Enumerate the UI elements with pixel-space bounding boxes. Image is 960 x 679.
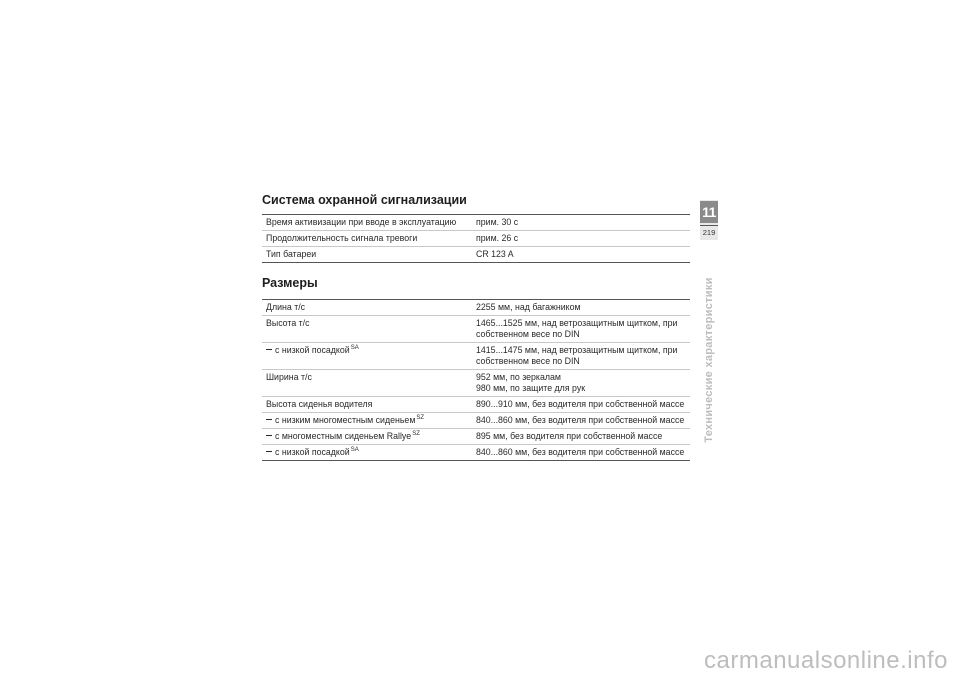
table-row: [262, 397, 690, 413]
spec-value: 840...860 мм, без водителя при собственной массе: [476, 415, 685, 425]
section-title-alarm: Система охранной сигнализации: [262, 193, 467, 207]
spec-value: прим. 30 с: [476, 217, 519, 227]
spec-key-sub: [262, 445, 472, 461]
dash-icon: [266, 349, 272, 350]
spec-key-text: с низкой посадкой: [275, 345, 350, 355]
table-row: [262, 300, 690, 316]
spec-key: Тип батареи: [266, 249, 317, 259]
dash-icon: [266, 451, 272, 452]
table-row: [262, 413, 690, 429]
alarm-spec-table: [262, 214, 690, 263]
spec-value: 1465...1525 мм, над ветрозащитным щитком, при собственном весе по DIN: [476, 318, 678, 339]
spec-key: Высота т/с: [266, 318, 310, 328]
spec-value: CR 123 A: [476, 249, 514, 259]
option-marker: SZ: [416, 415, 425, 421]
spec-value: [472, 370, 690, 397]
table-row: [262, 445, 690, 461]
spec-value: 890...910 мм, без водителя при собственной массе: [476, 399, 685, 409]
table-row: [262, 231, 690, 247]
dimensions-spec-table: [262, 299, 690, 461]
table-row: [262, 429, 690, 445]
spec-value: 840...860 мм, без водителя при собственной массе: [476, 447, 685, 457]
chapter-title-vertical: Технические характеристики: [703, 277, 715, 443]
chapter-number: 11: [700, 201, 718, 223]
spec-value-line: 980 мм, по защите для рук: [476, 383, 586, 393]
spec-key: Ширина т/с: [266, 372, 312, 382]
dash-icon: [266, 435, 272, 436]
table-row: [262, 215, 690, 231]
spec-key-sub: [262, 343, 472, 370]
table-row: [262, 343, 690, 370]
spec-key-text: с низкой посадкой: [275, 447, 350, 457]
spec-key: Время активизации при вводе в эксплуатацию: [266, 217, 457, 227]
spec-key-sub: [262, 429, 472, 445]
table-row: [262, 370, 690, 397]
page-content: [262, 193, 690, 461]
section-title-dimensions: Размеры: [262, 276, 318, 290]
option-marker: SA: [350, 447, 359, 453]
spec-value: 1415...1475 мм, над ветрозащитным щитком, при собственном весе по DIN: [476, 345, 678, 366]
option-marker: SA: [350, 345, 359, 351]
spec-key: Продолжительность сигнала тревоги: [266, 233, 418, 243]
spec-value: прим. 26 с: [476, 233, 519, 243]
spec-key-text: с низким многоместным сиденьем: [275, 415, 416, 425]
spec-value-line: 952 мм, по зеркалам: [476, 372, 561, 382]
watermark: carmanualsonline.info: [704, 647, 948, 674]
page-number: 219: [702, 228, 716, 237]
spec-key-text: с многоместным сиденьем Rallye: [275, 431, 412, 441]
table-row: [262, 247, 690, 263]
spec-key-sub: [262, 413, 472, 429]
table-row: [262, 316, 690, 343]
spec-key: Длина т/с: [266, 302, 306, 312]
tab-divider: [700, 225, 718, 226]
spec-key: Высота сиденья водителя: [266, 399, 373, 409]
option-marker: SZ: [412, 431, 420, 437]
spec-value: 2255 мм, над багажником: [476, 302, 581, 312]
dash-icon: [266, 419, 272, 420]
spec-value: 895 мм, без водителя при собственной массе: [476, 431, 663, 441]
